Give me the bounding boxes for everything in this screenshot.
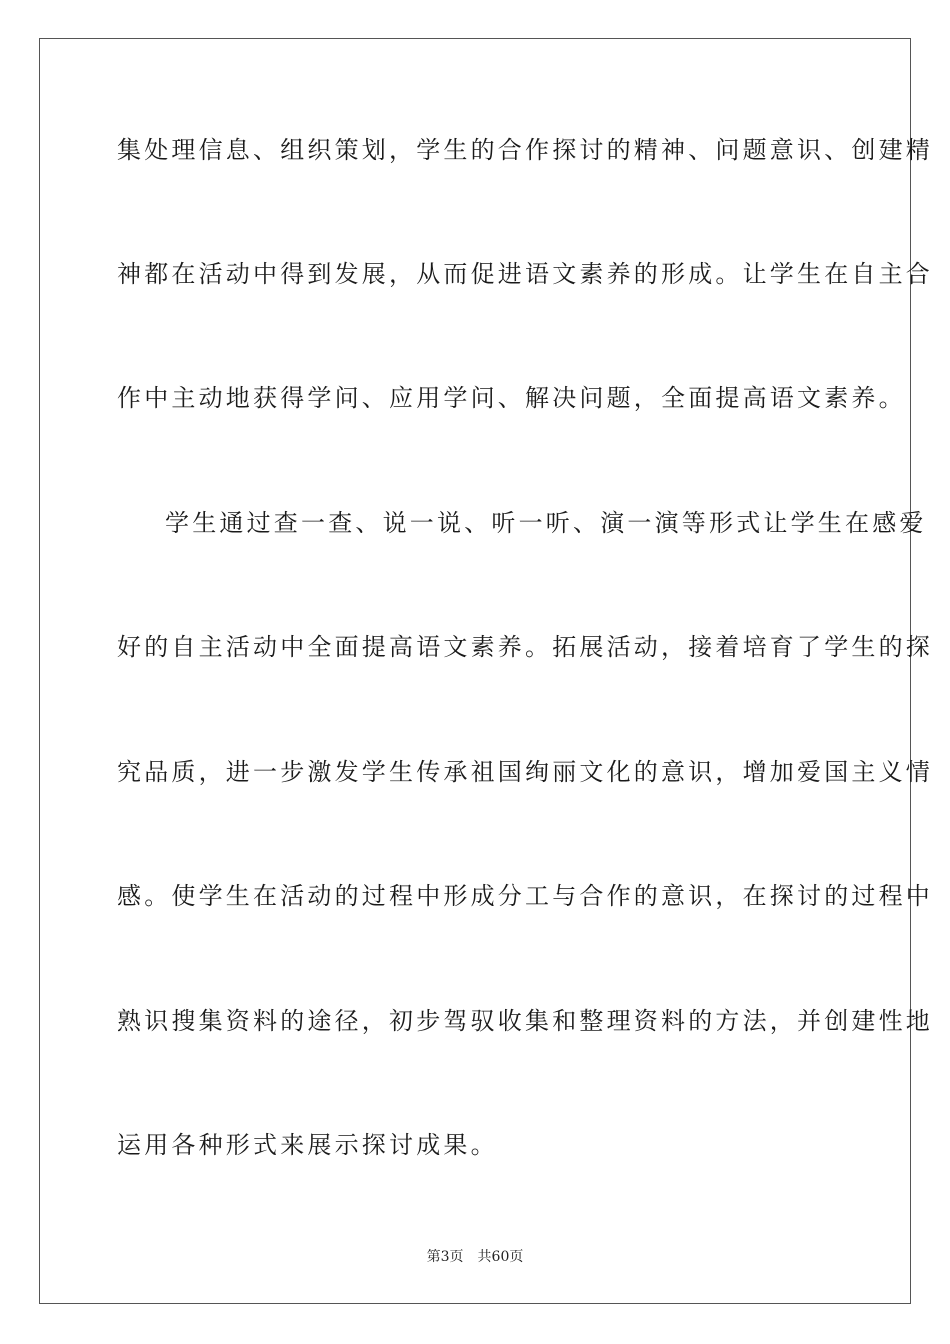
page-number: 第3页 [426,1249,464,1265]
page-footer [0,1248,950,1266]
paragraph-line: 好的自主活动中全面提高语文素养。拓展活动，接着培育了学生的探 [117,633,933,661]
paragraph-line: 究品质，进一步激发学生传承祖国绚丽文化的意识，增加爱国主义情 [117,758,933,786]
paragraph-line: 学生通过查一查、说一说、听一听、演一演等形式让学生在感爱 [165,509,927,537]
paragraph-line: 作中主动地获得学问、应用学问、解决问题，全面提高语文素养。 [117,384,906,412]
paragraph-line: 神都在活动中得到发展，从而促进语文素养的形成。让学生在自主合 [117,260,933,288]
paragraph-line: 感。使学生在活动的过程中形成分工与合作的意识，在探讨的过程中 [117,882,933,910]
paragraph-line: 熟识搜集资料的途径，初步驾驭收集和整理资料的方法，并创建性地 [117,1007,933,1035]
paragraph-line: 运用各种形式来展示探讨成果。 [117,1131,498,1159]
page-border [39,38,933,1304]
paragraph-line: 集处理信息、组织策划，学生的合作探讨的精神、问题意识、创建精 [117,136,933,164]
page-total: 共60页 [477,1249,524,1265]
